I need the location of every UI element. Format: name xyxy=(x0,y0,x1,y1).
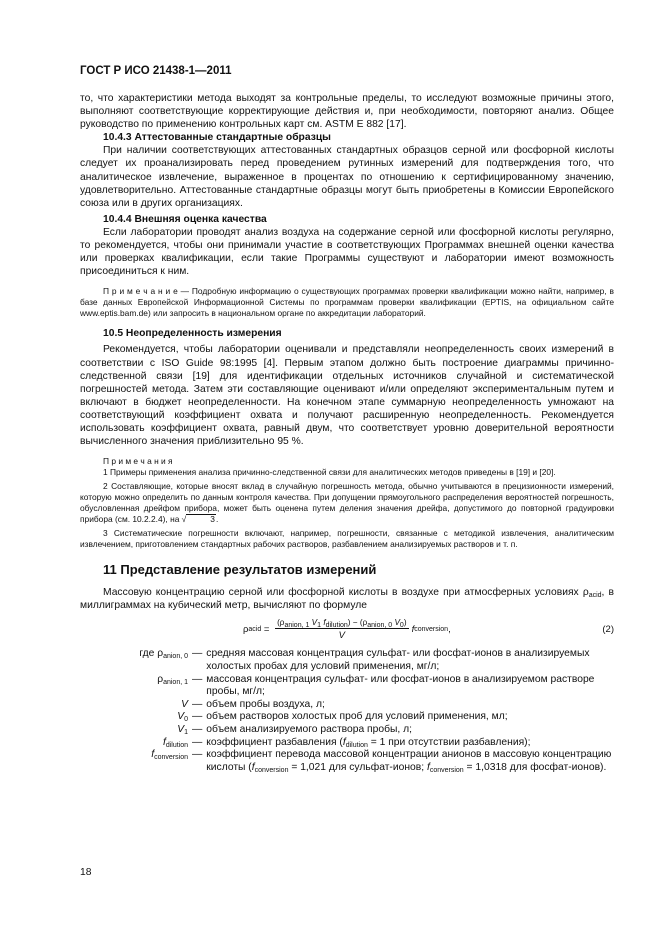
heading-section-11: 11 Представление результатов измерений xyxy=(103,562,377,578)
definition-row: $f_{dilution}$ — коэффициент разбавления ($f_{dilution} = 1$ при отсутствии разбавления); xyxy=(162,736,531,749)
definition-row: $f_{conversion}$ — коэффициент перевода массовой концентрации анионов в массовую концентрацию кислоты ($f_{conversion} = 1,021$ для сульфат-ионов; $f_{conversion} = 1,0318$ для фосфат-ионов). xyxy=(151,749,612,774)
formula-fraction: $\frac{(\rho_{anion, 1} V_1 f_{dilution}) - (\rho_{anion, 0} V_0)}{V}$ xyxy=(277,618,407,642)
heading-10-4-4: 10.4.4 Внешняя оценка качества xyxy=(103,213,267,225)
document-header: ГОСТ Р ИСО 21438-1—2011 xyxy=(80,65,232,77)
heading-10-4-3: 10.4.3 Аттестованные стандартные образцы xyxy=(103,132,331,144)
note-2: 2 Составляющие, которые вносят вклад в случайную погрешность метода, обычно учитываются в прецизионности измерений, которую можно определить по данным контроля качества. При допущении прямоугольного распределения вероятностей погрешность, обусловленная дрейфом прибора, может быть оценена путем деления значения дрейфа, допустимого до повторной градуировки прибора (см. 10.2.2.4), на √ 3. xyxy=(80,481,614,525)
formula-2: ρ acid = $\frac{(\rho_{anion, 1} V_1 f_{dilution}) - (\rho_{anion, 0} V_0)}{V}$ f conversion , (2) xyxy=(243,618,614,642)
definition-row: где $\rho_{anion, 0}$ — средняя массовая концентрация сульфат- или фосфат-ионов в анализируемых холостых пробах для условий применения, мг/л; xyxy=(139,648,590,672)
definition-row: V — объем пробы воздуха, л; xyxy=(181,698,325,710)
formula-number: (2) xyxy=(602,624,614,636)
sqrt-value: 3 xyxy=(186,514,216,524)
paragraph-10-5: Рекомендуется, чтобы лаборатории оценивали и представляли неопределенность своих измерений в соответствии с ISO Guide 98:1995 [4]. Первым этапом должно быть построение диаграммы причинно-следственной связи [19] для идентификации отдельных источников случайной и систематической погрешностей метода. Затем эти составляющие оценивают и/или определяют экспериментальным путем и включают в бюджет неопределенности. На конечном этапе суммарную неопределенность умножают на соответствующий коэффициент охвата и получают расширенную неопределенность. Рекомендуется использовать коэффициент охвата, равный двум, что соответствует уровню доверительной вероятности вычисленного значения приблизительно 95 %. xyxy=(80,344,614,448)
note-3: 3 Систематические погрешности включают, например, погрешности, связанные с методикой извлечения, аналитическим извлечением, приготовлением стандартных рабочих растворов, разбавлением анализируемых растворов и т. п. xyxy=(80,528,614,550)
note-10-4-4: П р и м е ч а н и е — Подробную информацию о существующих программах проверки квалификации можно найти, например, в базе данных Европейской Информационной Системы по программам проверки квалификации (EPTIS, на официальном сайте www.eptis.bam.de) или запросить в национальном органе по аккредитации лабораторий. xyxy=(80,286,614,319)
paragraph-10-4-3: При наличии соответствующих аттестованных стандартных образцов серной или фосфорной кислоты следует их проанализировать перед проведением рутинных измерений для подтверждения того, что аналитическое извлечение, выраженное в процентах по отношению к сертифицированному значению, удовлетворительно. Аттестованные стандартные образцы могут быть приобретены в Комиссии Европейского союза или в других организациях. xyxy=(80,145,614,209)
definition-row: $V_0$ — объем растворов холостых проб для условий применения, мл; xyxy=(177,711,508,724)
paragraph-10-4-4: Если лаборатории проводят анализ воздуха на содержание серной или фосфорной кислоты регулярно, то рекомендуется, чтобы они принимали участие в соответствующих Программах внешней оценки качества или проверках квалификации, если такие Программы существуют и лаборатории имеют возможность присоединиться к ним. xyxy=(80,226,614,278)
document-body xyxy=(80,92,614,774)
definitions-list xyxy=(80,648,614,774)
page-number: 18 xyxy=(80,867,92,878)
heading-10-5: 10.5 Неопределенность измерения xyxy=(103,328,282,340)
definition-row: $\rho_{anion, 1}$ — массовая концентрация сульфат- или фосфат-ионов в анализируемом растворе пробы, мг/л; xyxy=(157,673,595,698)
definition-row: $V_1$ — объем анализируемого раствора пробы, л; xyxy=(177,723,412,736)
paragraph-intro: то, что характеристики метода выходят за контрольные пределы, то исследуют возможные причины этого, выполняют соответствующие корректирующие действия и, при необходимости, повторяют анализ. Общее руководство по применению контрольных карт см. ASTM E 882 [17]. xyxy=(80,93,614,131)
note-1: 1 Примеры применения анализа причинно-следственной связи для аналитических методов приведены в [19] и [20]. xyxy=(103,467,556,478)
notes-title: П р и м е ч а н и я xyxy=(103,456,173,467)
paragraph-11: Массовую концентрацию серной или фосфорной кислоты в воздухе при атмосферных условиях $\rho_{acid}$, в миллиграммах на кубический метр, вычисляют по формуле xyxy=(80,587,614,612)
